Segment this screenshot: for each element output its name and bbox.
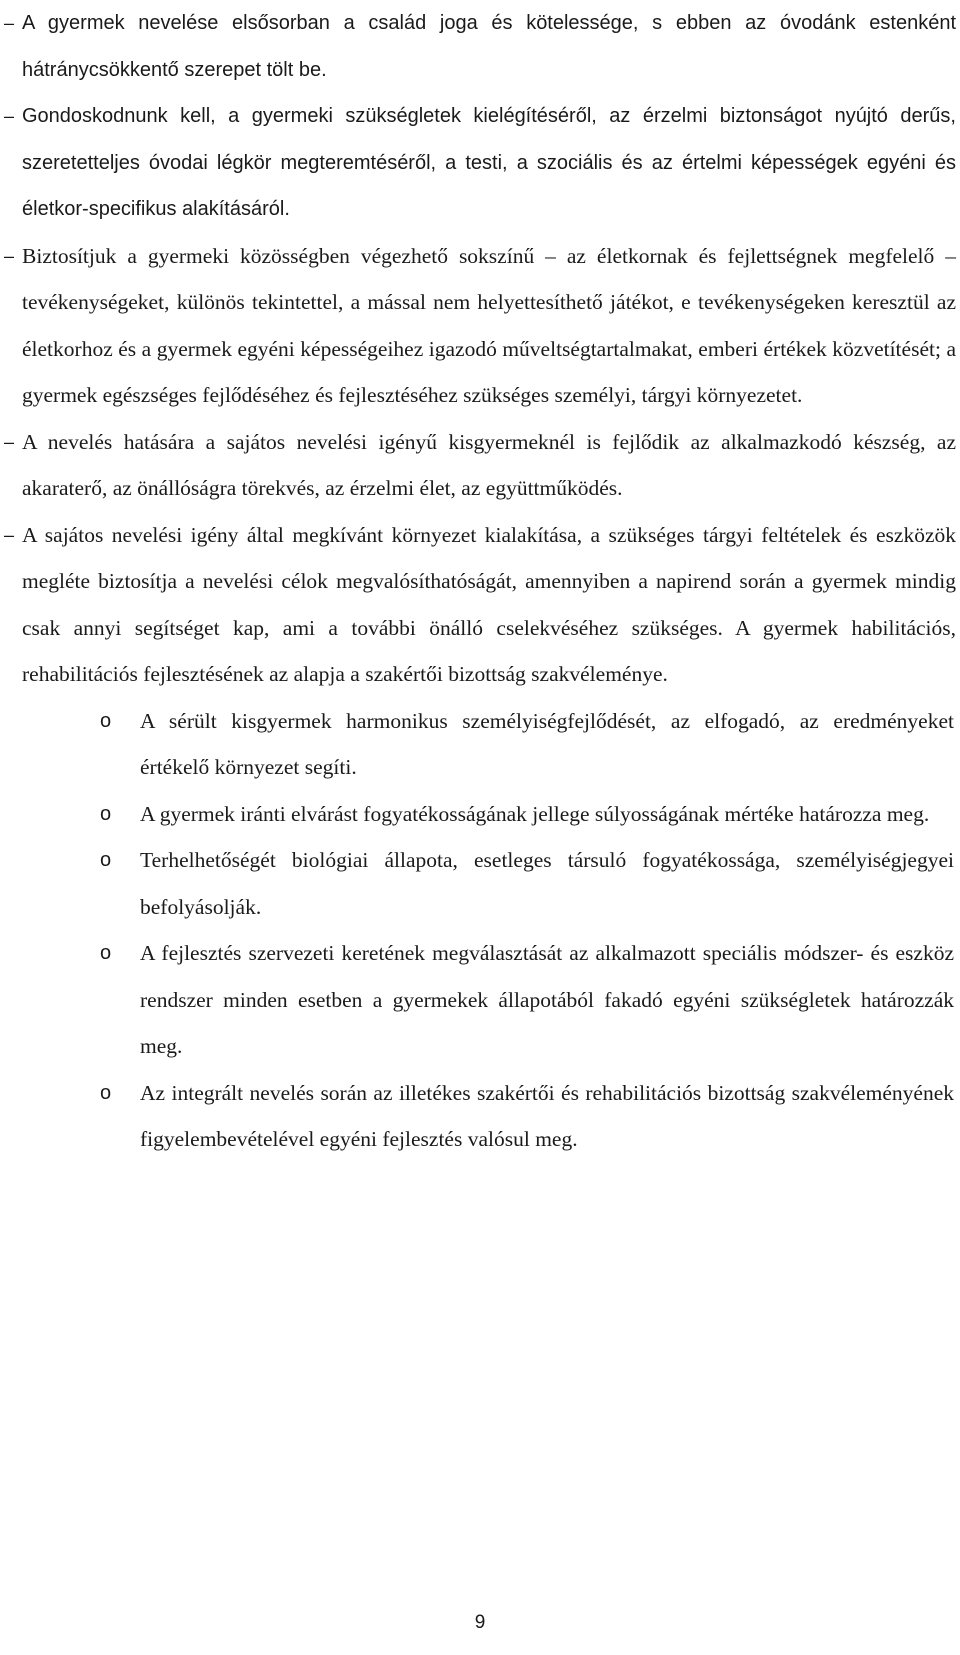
sub-list-item-text: Terhelhetőségét biológiai állapota, esetleges társuló fogyatékossága, személyiségjegyei befolyásolják. (140, 848, 954, 919)
sub-list-item-text: A gyermek iránti elvárást fogyatékosságának jellege súlyosságának mértéke határozza meg. (140, 801, 930, 826)
dash-marker: – (4, 245, 15, 266)
list-item (4, 512, 956, 1163)
circle-bullet-marker: o (100, 849, 112, 871)
circle-bullet-marker: o (100, 709, 112, 732)
sub-list-item (22, 837, 956, 930)
main-bullet-list (4, 0, 956, 1163)
sub-list-item-text: Az integrált nevelés során az illetékes szakértői és rehabilitációs bizottság szakvéleményének figyelembevételével egyéni fejlesztés valósul meg. (140, 1080, 954, 1151)
sub-list-item (22, 930, 956, 1070)
dash-marker: – (4, 13, 15, 33)
sub-list-item-text: A fejlesztés szervezeti keretének megválasztását az alkalmazott speciális módszer- és eszköz rendszer minden esetben a gyermekek állapotából fakadó egyéni szükségletek határozzák meg. (140, 941, 954, 1058)
list-item (4, 93, 956, 233)
sub-list-item-text: A sérült kisgyermek harmonikus személyiségfejlődését, az elfogadó, az eredményeket értékelő környezet segíti. (140, 708, 954, 779)
dash-marker: – (4, 106, 15, 126)
dash-marker: – (4, 524, 15, 545)
sub-list-item (22, 791, 956, 838)
circle-bullet-marker: o (100, 942, 112, 964)
list-item (4, 419, 956, 512)
list-item-text: Biztosítjuk a gyermeki közösségben végezhető sokszínű – az életkornak és fejlettségnek megfelelő – tevékenységeket, különös tekintettel, a mással nem helyettesíthető játékot, e tevékenységeken keresztül az életkorhoz és a gyermek egyéni képességeihez igazodó műveltségtartalmakat, emberi értékek közvetítését; a gyermek egészséges fejlődéséhez és fejlesztéséhez szükséges személyi, tárgyi környezetet. (22, 243, 956, 407)
list-item-text: A nevelés hatására a sajátos nevelési igényű kisgyermeknél is fejlődik az alkalmazkodó készség, az akaraterő, az önállóságra törekvés, az érzelmi élet, az együttműködés. (22, 429, 956, 500)
sub-bullet-list (22, 698, 956, 1163)
list-item (4, 233, 956, 419)
list-item (4, 0, 956, 93)
list-item-text: A gyermek nevelése elsősorban a család joga és kötelessége, s ebben az óvodánk estenként hátránycsökkentő szerepet tölt be. (22, 12, 956, 81)
page-number: 9 (474, 1612, 486, 1633)
list-item-text: A sajátos nevelési igény által megkívánt környezet kialakítása, a szükséges tárgyi feltételek és eszközök megléte biztosítja a nevelési célok megvalósíthatóságát, amennyiben a napirend során a gyermek mindig csak annyi segítséget kap, ami a további önálló cselekvéséhez szükséges. A gyermek habilitációs, rehabilitációs fejlesztésének az alapja a szakértői bizottság szakvéleménye. (22, 522, 956, 686)
sub-list-item (22, 1070, 956, 1163)
list-item-text: Gondoskodnunk kell, a gyermeki szükségletek kielégítéséről, az érzelmi biztonságot nyújtó derűs, szeretetteljes óvodai légkör megteremtéséről, a testi, a szociális és az értelmi képességek egyéni és életkor-specifikus alakításáról. (22, 105, 956, 220)
dash-marker: – (4, 431, 15, 452)
sub-list-item (22, 698, 956, 791)
circle-bullet-marker: o (100, 802, 112, 825)
circle-bullet-marker: o (100, 1081, 112, 1104)
